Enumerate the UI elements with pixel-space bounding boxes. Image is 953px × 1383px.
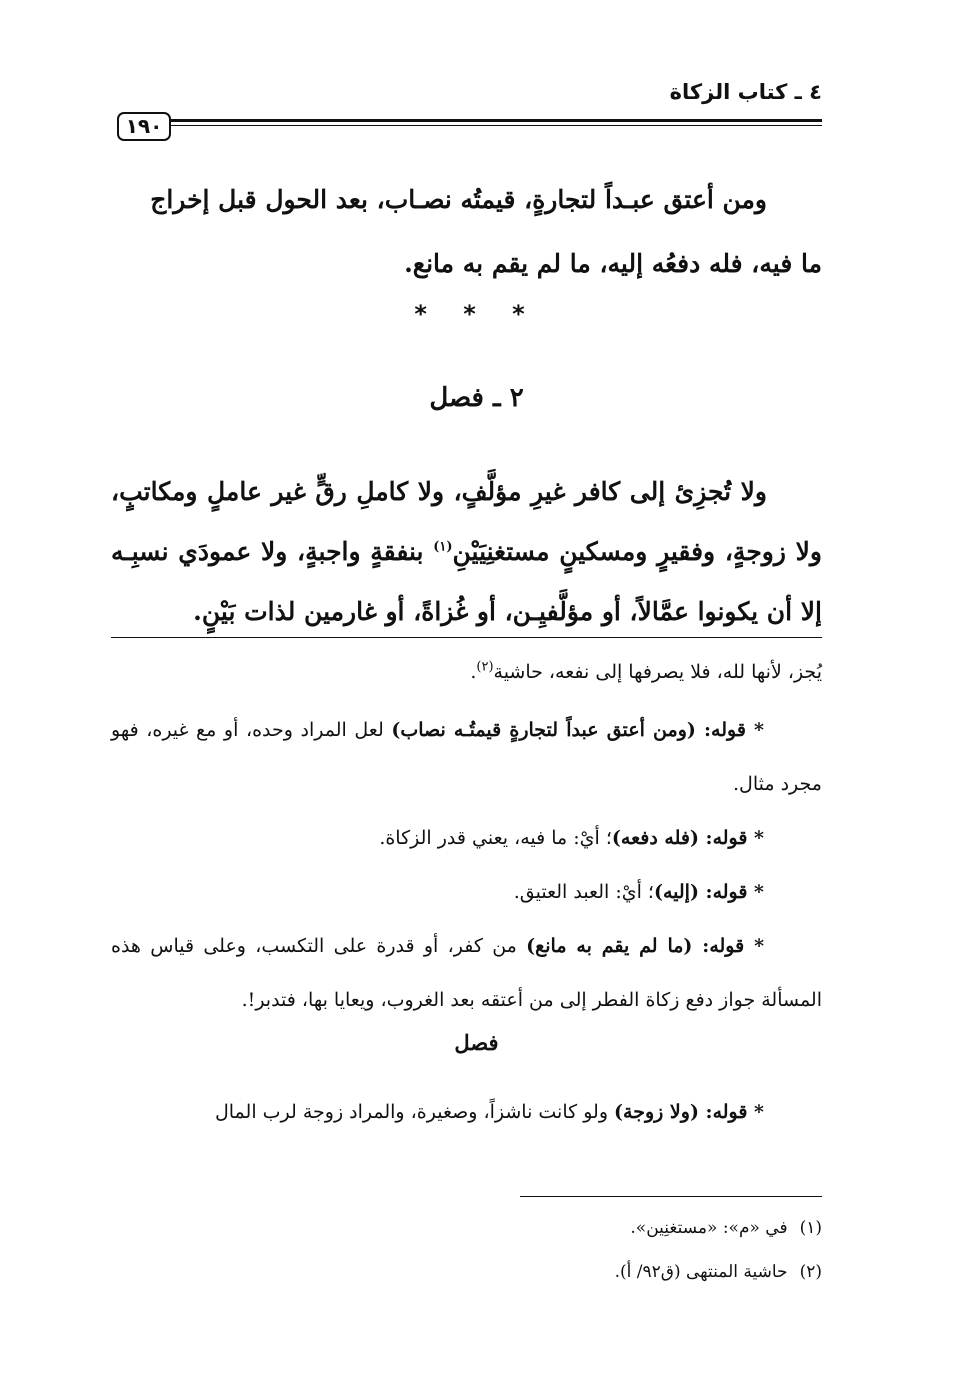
- commentary-item-3-text: ؛ أيْ: العبد العتيق.: [513, 881, 654, 903]
- section-separator: * * *: [414, 300, 539, 328]
- running-title: ٤ ـ كتاب الزكاة: [669, 80, 822, 104]
- header-rule-thick: [117, 119, 822, 122]
- commentary-item-5-text: ولو كانت ناشزاً، وصغيرة، والمراد زوجة لرب المال: [214, 1101, 615, 1123]
- footnote-2-text: حاشية المنتهى (ق٩٢/ أ).: [614, 1262, 788, 1282]
- main-paragraph-2: [111, 462, 822, 642]
- commentary-item-4-text: من كفر، أو قدرة على التكسب، وعلى قياس هذه المسألة جواز دفع زكاة الفطر إلى من أعتقه بعد الغروب، ويعايا بها، فتدبر!.: [111, 935, 822, 1011]
- commentary-item-2: [111, 811, 822, 865]
- commentary-item-2-quote: * قوله: (فله دفعه): [611, 827, 764, 849]
- footnote-1-number: (١): [799, 1218, 822, 1238]
- header-rule-thin: [117, 125, 822, 126]
- footnote-reference-1: (١): [433, 539, 453, 555]
- page-number: ١٩٠: [117, 112, 171, 141]
- main-paragraph-1-line-2: ما فيه، فله دفعُه إليه، ما لم يقم به مانع.: [404, 249, 822, 278]
- commentary-continuation-end: .: [470, 661, 477, 683]
- footnote-reference-2: (٢): [476, 659, 494, 675]
- footnote-2-number: (٢): [799, 1262, 822, 1282]
- footnote-2: [111, 1250, 822, 1294]
- main-paragraph-1-line-1: ومن أعتق عبـداً لتجارةٍ، قيمتُه نصـاب، بعد الحول قبل إخراج: [150, 185, 767, 214]
- footnotes: [111, 1206, 822, 1294]
- commentary-item-3-quote: * قوله: (إليه): [653, 881, 764, 903]
- main-paragraph-1: [111, 168, 822, 296]
- text-commentary-divider: [111, 637, 822, 638]
- commentary-item-4-quote: * قوله: (ما لم يقم به مانع): [526, 935, 765, 957]
- commentary-continuation-text: يُجز، لأنها لله، فلا يصرفها إلى نفعه، حاشية: [493, 661, 822, 683]
- commentary-item-5-quote: * قوله: (ولا زوجة): [614, 1101, 764, 1123]
- commentary-item-3: [111, 865, 822, 919]
- footnote-1: [111, 1206, 822, 1250]
- commentary-item-1-quote: * قوله: (ومن أعتق عبداً لتجارةٍ قيمتُـه نصاب): [391, 719, 764, 741]
- commentary-item-1: [111, 703, 822, 811]
- commentary-item-5: [111, 1085, 822, 1139]
- footnote-1-text: في «م»: «مستغنِين».: [630, 1218, 788, 1238]
- main-paragraph-2-part-2: بنفقةٍ واجبةٍ، ولا عمودَي نسبِـه إلا أن يكونوا عمَّالاً، أو مؤلَّفيِـن، أو غُزاةً، أو غارمين لذات بَيْنٍ.: [111, 537, 822, 626]
- footnote-rule: [520, 1196, 822, 1197]
- main-paragraph-2-part-1: ولا تُجزِئ إلى كافر غيرِ مؤلَّفٍ، ولا كاملِ رقٍّ غير عاملٍ ومكاتبٍ، ولا زوجةٍ، وفقيرٍ ومسكينٍ مستغنِيَيْنِ: [111, 477, 822, 566]
- section-heading: ٢ ـ فصل: [429, 383, 524, 413]
- commentary-item-4: [111, 919, 822, 1027]
- commentary-item-1-text: لعل المراد وحده، أو مع غيره، فهو مجرد مثال.: [111, 719, 822, 795]
- commentary-section-heading: فصل: [454, 1030, 499, 1055]
- commentary-item-2-text: ؛ أيْ: ما فيه، يعني قدر الزكاة.: [379, 827, 612, 849]
- commentary-continuation: [111, 645, 822, 699]
